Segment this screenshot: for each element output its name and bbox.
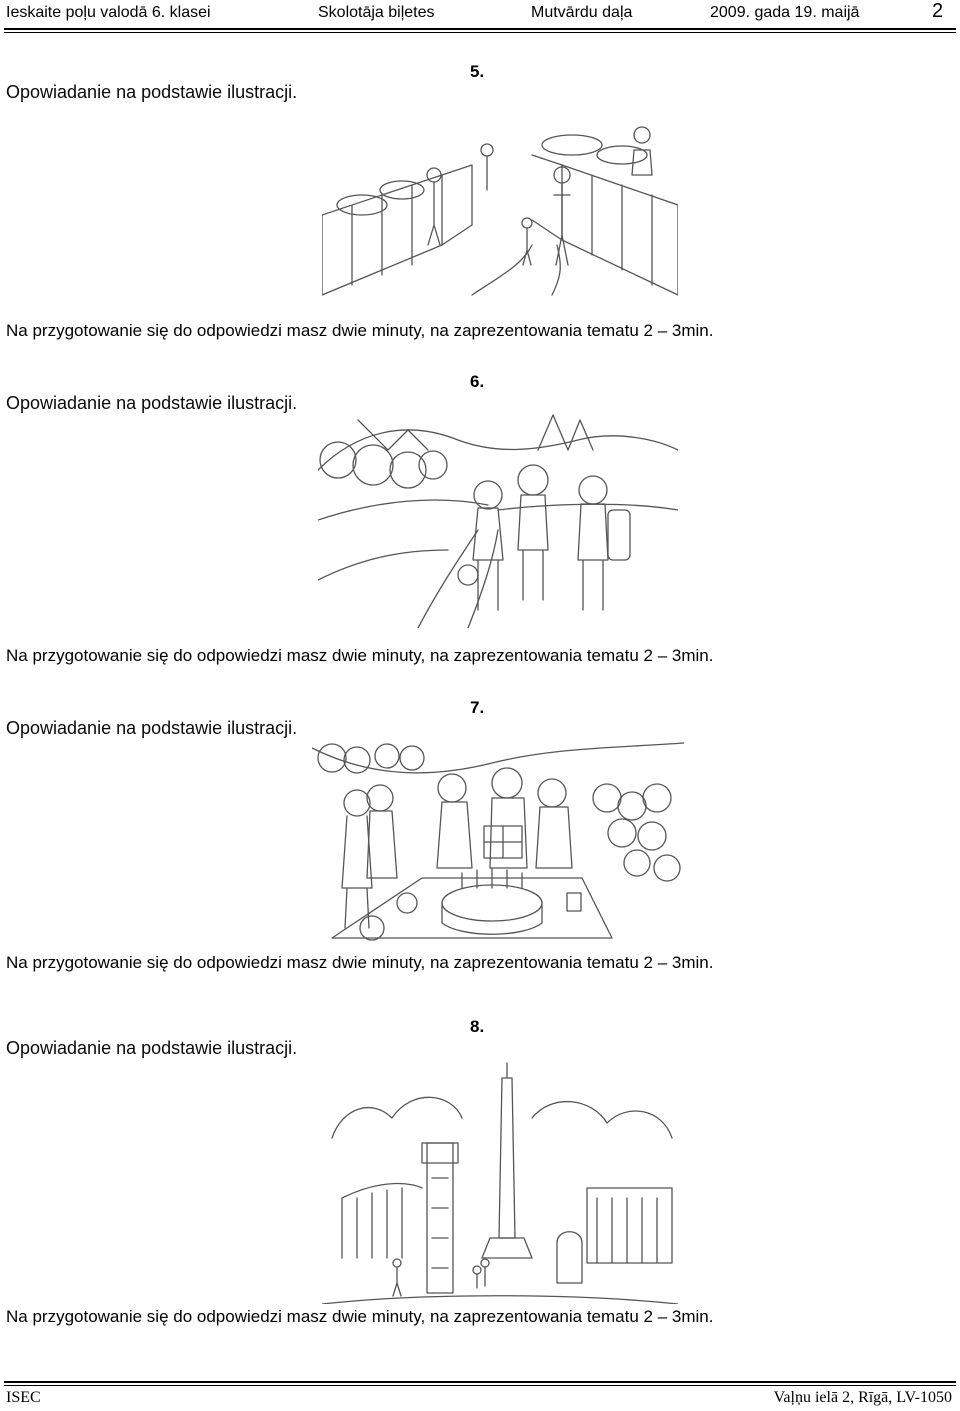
header-doc-type: Skolotāja biļetes	[318, 4, 435, 21]
task-8-instruction: Na przygotowanie się do odpowiedzi masz dwie minuty, na zaprezentowania tematu 2 – 3min.	[6, 1307, 714, 1326]
header-rule-thin	[4, 32, 956, 33]
task-7-title: Opowiadanie na podstawie ilustracji.	[6, 718, 298, 738]
task-6-instruction: Na przygotowanie się do odpowiedzi masz dwie minuty, na zaprezentowania tematu 2 – 3min.	[6, 646, 714, 665]
task-7-instruction: Na przygotowanie się do odpowiedzi masz dwie minuty, na zaprezentowania tematu 2 – 3min.	[6, 953, 714, 972]
page-footer	[6, 1389, 956, 1409]
task-5-number: 5.	[470, 62, 485, 81]
birthday-illustration	[312, 738, 684, 948]
header-date: 2009. gada 19. maijā	[710, 4, 860, 21]
page-header	[6, 0, 954, 28]
header-part: Mutvārdu daļa	[531, 4, 633, 21]
task-7-number: 7.	[470, 698, 485, 717]
footer-address: Vaļņu ielā 2, Rīgā, LV-1050	[773, 1389, 952, 1406]
footer-rule-thin	[4, 1385, 956, 1386]
footer-org: ISEC	[6, 1389, 41, 1406]
page-number: 2	[932, 0, 944, 22]
task-5-title: Opowiadanie na podstawie ilustracji.	[6, 82, 298, 102]
header-title: Ieskaite poļu valodā 6. klasei	[6, 4, 211, 21]
city-illustration	[322, 1058, 678, 1304]
market-illustration	[322, 95, 678, 298]
task-8-title: Opowiadanie na podstawie ilustracji.	[6, 1038, 298, 1058]
footer-rule	[4, 1381, 956, 1383]
task-6-title: Opowiadanie na podstawie ilustracji.	[6, 393, 298, 413]
task-5-instruction: Na przygotowanie się do odpowiedzi masz dwie minuty, na zaprezentowania tematu 2 – 3min.	[6, 321, 714, 340]
task-6-number: 6.	[470, 372, 485, 391]
header-rule	[4, 28, 956, 30]
hiking-illustration	[318, 410, 678, 628]
task-8-number: 8.	[470, 1017, 485, 1036]
